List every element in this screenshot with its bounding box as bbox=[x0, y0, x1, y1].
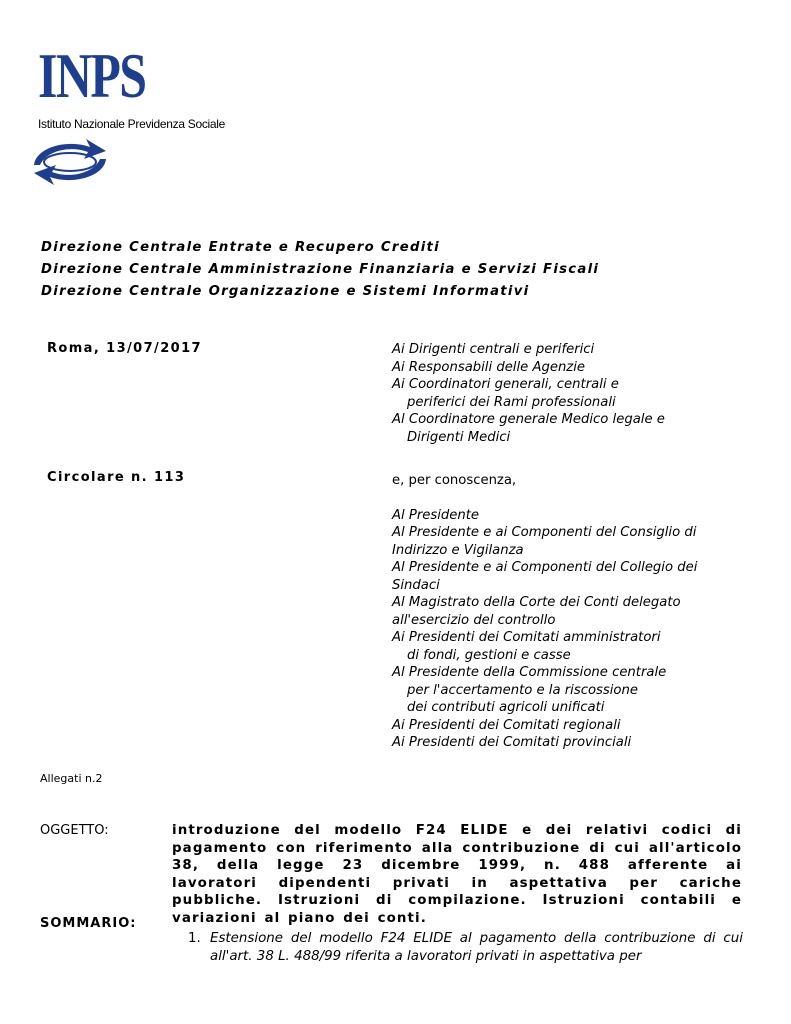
recipient-line: Dirigenti Medici bbox=[407, 429, 511, 445]
department-line: Direzione Centrale Entrate e Recupero Crediti bbox=[41, 240, 440, 255]
recipient-line: Ai Dirigenti centrali e periferici bbox=[392, 342, 595, 357]
logo-subtitle: Istituto Nazionale Previdenza Sociale bbox=[38, 117, 226, 131]
department-line: Direzione Centrale Organizzazione e Sistemi Informativi bbox=[41, 284, 530, 299]
attachments-count: Allegati n.2 bbox=[40, 772, 103, 785]
place-date: Roma, 13/07/2017 bbox=[47, 341, 202, 356]
recipient-line: dei contributi agricoli unificati bbox=[407, 700, 605, 715]
recipient-line: Al Presidente bbox=[392, 507, 480, 523]
inps-swirl-logo-icon bbox=[28, 135, 112, 189]
sommario-item bbox=[188, 930, 743, 966]
recipient-line: periferici dei Rami professionali bbox=[407, 394, 616, 410]
recipient-line: Ai Responsabili delle Agenzie bbox=[392, 359, 586, 375]
recipient-line: Ai Presidenti dei Comitati regionali bbox=[392, 717, 621, 733]
recipient-line: Ai Presidenti dei Comitati provinciali bbox=[392, 735, 632, 750]
inps-logo-wordmark: INPS bbox=[38, 40, 146, 111]
recipient-line: per l'accertamento e la riscossione bbox=[407, 682, 638, 698]
recipient-line: Indirizzo e Vigilanza bbox=[392, 542, 524, 558]
sommario-label: SOMMARIO: bbox=[40, 916, 137, 931]
department-line: Direzione Centrale Amministrazione Finanziaria e Servizi Fiscali bbox=[41, 262, 600, 277]
recipients-block bbox=[392, 341, 752, 752]
oggetto-label: OGGETTO: bbox=[40, 823, 109, 838]
recipient-line: Al Presidente e ai Componenti del Consiglio di bbox=[392, 525, 697, 540]
recipient-line: Al Magistrato della Corte dei Conti delegato bbox=[392, 595, 681, 610]
per-conoscenza-label: e, per conoscenza, bbox=[392, 473, 517, 488]
recipient-line: all'esercizio del controllo bbox=[392, 612, 556, 628]
sommario-item-text: Estensione del modello F24 ELIDE al pagamento della contribuzione di cui all'art. 38 L. 488/99 riferita a lavoratori privati in aspettativa per bbox=[210, 931, 743, 964]
sommario-item-number: 1. bbox=[188, 931, 201, 946]
recipient-line: Al Presidente e ai Componenti del Collegio dei bbox=[392, 560, 698, 575]
recipient-line: Ai Presidenti dei Comitati amministratori bbox=[392, 630, 661, 645]
recipient-line: Sindaci bbox=[392, 577, 440, 593]
circolare-number: Circolare n. 113 bbox=[47, 470, 186, 485]
recipient-line: Ai Coordinatori generali, centrali e bbox=[392, 377, 619, 392]
recipient-line: Al Presidente della Commissione centrale bbox=[392, 665, 667, 680]
recipient-line: di fondi, gestioni e casse bbox=[407, 647, 571, 663]
recipient-line: Al Coordinatore generale Medico legale e bbox=[392, 412, 665, 427]
oggetto-text: introduzione del modello F24 ELIDE e dei relativi codici di pagamento con riferimento alla contribuzione di cui all'articolo 38, della legge 23 dicembre 1999, n. 488 afferente ai lavoratori dipendenti privati in aspettativa per cariche pubbliche. Istruzioni di compilazione. Istruzioni contabili e variazioni al piano dei conti. bbox=[172, 823, 742, 926]
